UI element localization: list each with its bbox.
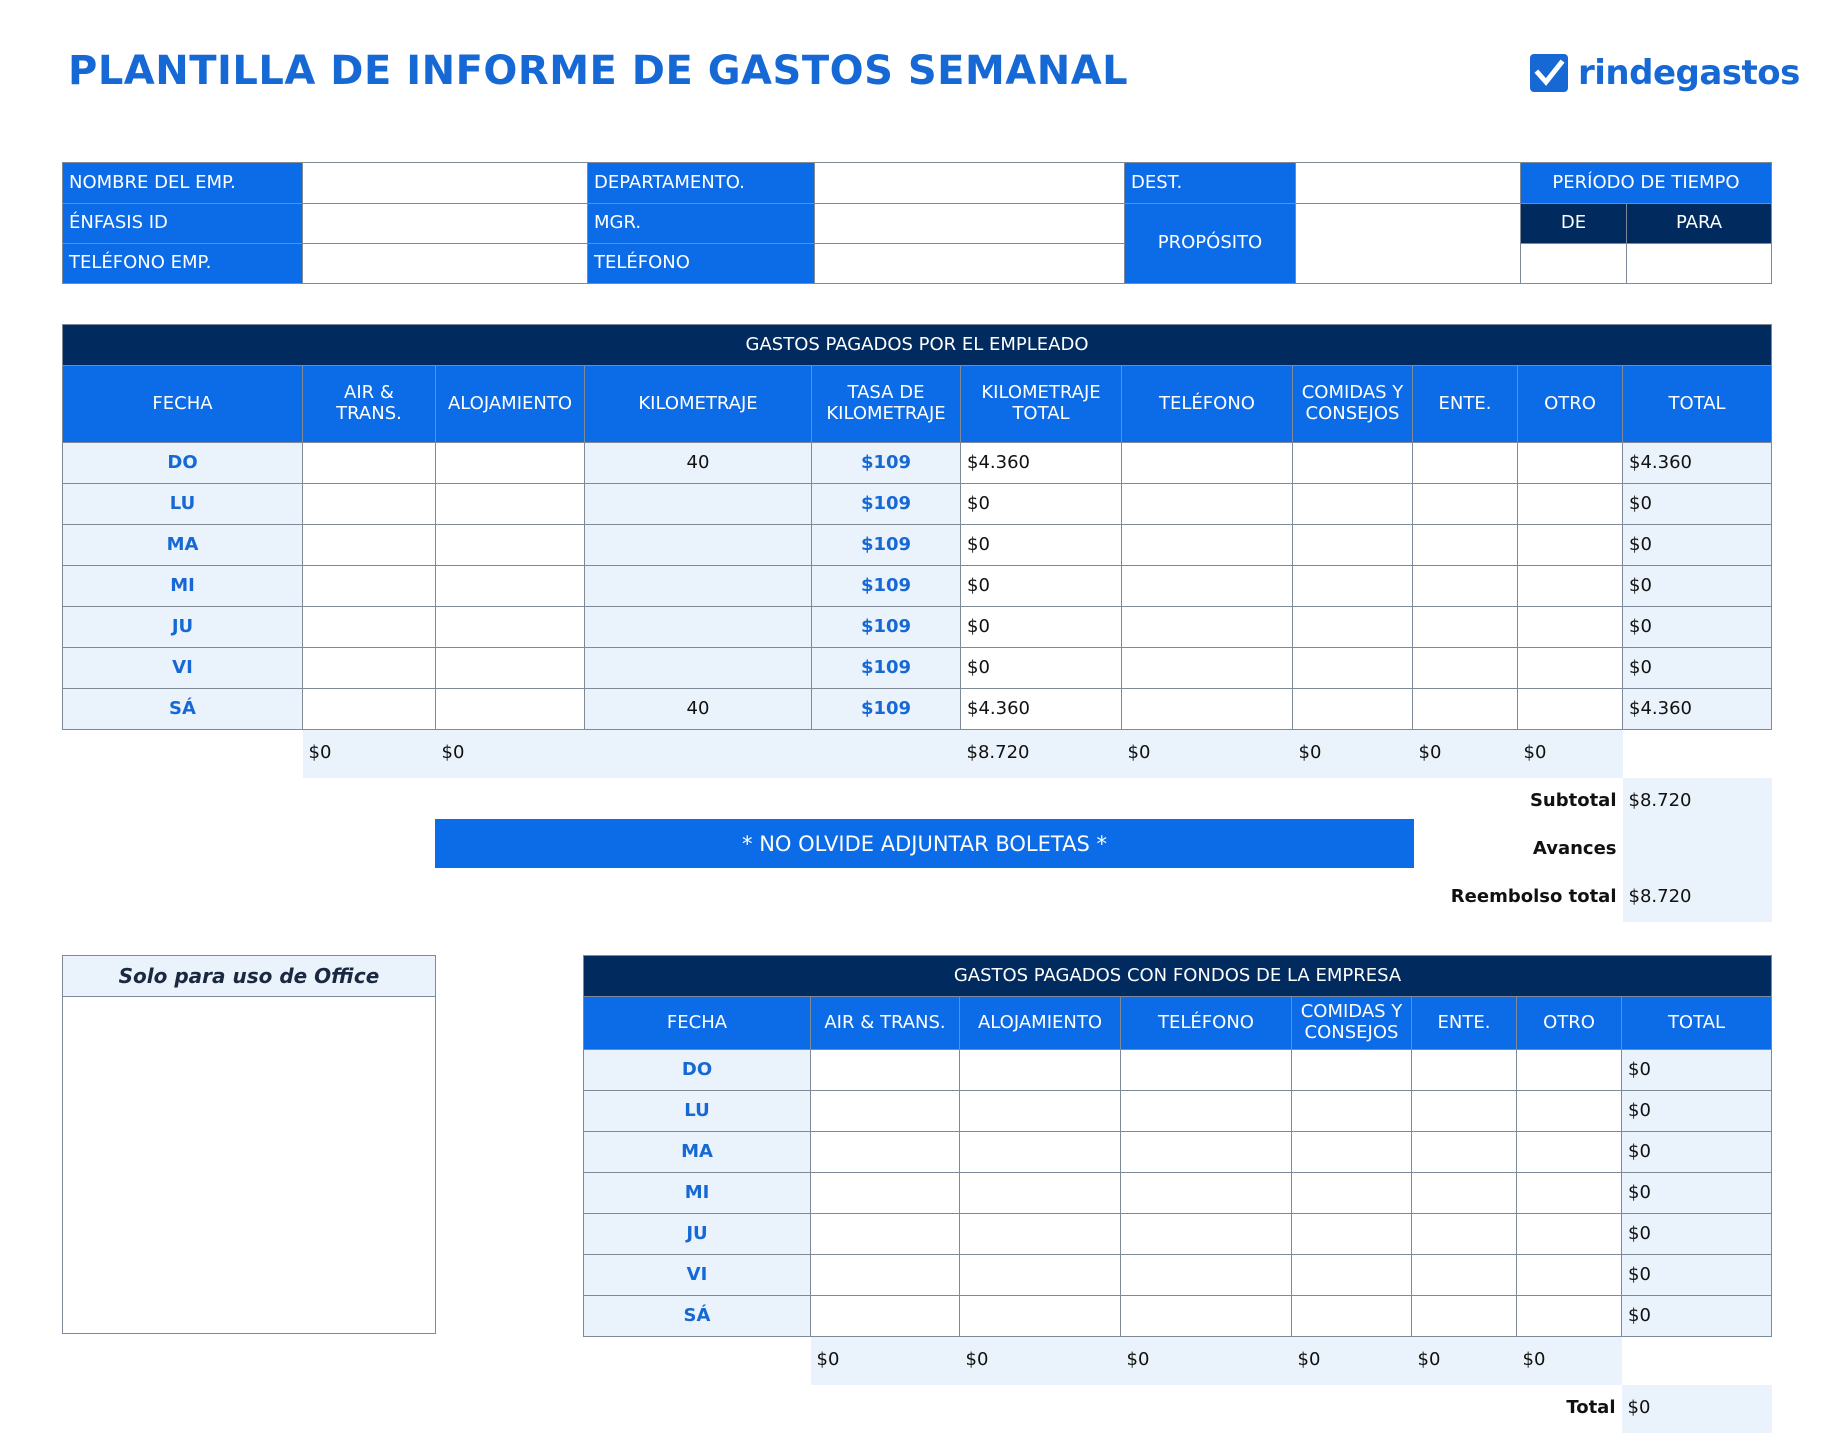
- row-total-cell: $0: [1622, 1214, 1772, 1255]
- other-cell[interactable]: [1517, 1255, 1622, 1296]
- employee-phone-label: TELÉFONO EMP.: [63, 244, 303, 284]
- other-cell[interactable]: [1518, 525, 1623, 566]
- air-cell[interactable]: [303, 443, 436, 484]
- mileage-cell[interactable]: [585, 607, 812, 648]
- checkmark-logo-icon: [1530, 54, 1568, 92]
- ente-cell[interactable]: [1413, 648, 1518, 689]
- lodging-cell[interactable]: [960, 1050, 1121, 1091]
- col-header-mileage-rate: TASA DE KILOMETRAJE: [812, 366, 961, 443]
- row-day: SÁ: [63, 689, 303, 730]
- meals-cell[interactable]: [1292, 1091, 1412, 1132]
- purpose-field[interactable]: [1296, 204, 1521, 284]
- mileage-total-cell: $0: [961, 566, 1122, 607]
- sum-lodging: $0: [436, 730, 585, 778]
- col-header-mileage: KILOMETRAJE: [585, 366, 812, 443]
- page-title: PLANTILLA DE INFORME DE GASTOS SEMANAL: [68, 48, 1129, 94]
- meals-cell[interactable]: [1292, 1050, 1412, 1091]
- lodging-cell[interactable]: [436, 525, 585, 566]
- reimbursement-value: $8.720: [1623, 874, 1772, 922]
- row-day: VI: [63, 648, 303, 689]
- subtotal-label: Subtotal: [1529, 790, 1617, 812]
- company-total-label: Total: [1566, 1397, 1616, 1419]
- lodging-cell[interactable]: [436, 443, 585, 484]
- other-cell[interactable]: [1518, 648, 1623, 689]
- col-header-phone: TELÉFONO: [1122, 366, 1293, 443]
- company-col-header-total: TOTAL: [1622, 997, 1772, 1050]
- row-day: DO: [63, 443, 303, 484]
- ente-cell[interactable]: [1412, 1214, 1517, 1255]
- lodging-cell[interactable]: [960, 1091, 1121, 1132]
- mileage-rate-cell: $109: [812, 484, 961, 525]
- other-cell[interactable]: [1517, 1173, 1622, 1214]
- company-paid-title: GASTOS PAGADOS CON FONDOS DE LA EMPRESA: [584, 956, 1772, 997]
- company-col-header-ente: ENTE.: [1412, 997, 1517, 1050]
- ente-cell[interactable]: [1413, 607, 1518, 648]
- mileage-rate-cell: $109: [812, 525, 961, 566]
- lodging-cell[interactable]: [960, 1173, 1121, 1214]
- phone-cell[interactable]: [1121, 1050, 1292, 1091]
- department-field[interactable]: [815, 163, 1125, 204]
- employee-name-label: NOMBRE DEL EMP.: [63, 163, 303, 204]
- sum-phone: $0: [1122, 730, 1293, 778]
- advances-label: Avances: [1532, 838, 1617, 860]
- mileage-total-cell: $4.360: [961, 689, 1122, 730]
- row-total-cell: $0: [1623, 484, 1772, 525]
- manager-label: MGR.: [588, 204, 815, 244]
- row-day: MA: [63, 525, 303, 566]
- ente-cell[interactable]: [1412, 1091, 1517, 1132]
- lodging-cell[interactable]: [436, 566, 585, 607]
- meals-cell[interactable]: [1292, 1255, 1412, 1296]
- ente-cell[interactable]: [1413, 689, 1518, 730]
- period-to-field[interactable]: [1627, 244, 1772, 284]
- mileage-total-cell: $4.360: [961, 443, 1122, 484]
- company-sum-phone: $0: [1121, 1337, 1292, 1385]
- meals-cell[interactable]: [1293, 566, 1413, 607]
- other-cell[interactable]: [1517, 1214, 1622, 1255]
- destination-label: DEST.: [1125, 163, 1296, 204]
- phone-cell[interactable]: [1121, 1091, 1292, 1132]
- ente-cell[interactable]: [1412, 1296, 1517, 1337]
- lodging-cell[interactable]: [436, 607, 585, 648]
- period-from-field[interactable]: [1521, 244, 1627, 284]
- air-cell[interactable]: [811, 1255, 960, 1296]
- row-total-cell: $0: [1622, 1173, 1772, 1214]
- mileage-total-cell: $0: [961, 648, 1122, 689]
- mileage-total-cell: $0: [961, 484, 1122, 525]
- company-col-header-meals: COMIDAS Y CONSEJOS: [1292, 997, 1412, 1050]
- mileage-cell[interactable]: 40: [585, 443, 812, 484]
- company-sum-ente: $0: [1412, 1337, 1517, 1385]
- advances-value[interactable]: [1623, 826, 1772, 874]
- meals-cell[interactable]: [1292, 1173, 1412, 1214]
- mileage-rate-cell: $109: [812, 443, 961, 484]
- sum-ente: $0: [1413, 730, 1518, 778]
- period-to-label: PARA: [1627, 204, 1772, 244]
- row-total-cell: $0: [1622, 1132, 1772, 1173]
- phone-cell[interactable]: [1121, 1296, 1292, 1337]
- emphasis-id-label: ÉNFASIS ID: [63, 204, 303, 244]
- table-row: [63, 607, 1772, 648]
- phone-field[interactable]: [815, 244, 1125, 284]
- meals-cell[interactable]: [1293, 443, 1413, 484]
- attach-receipts-notice: * NO OLVIDE ADJUNTAR BOLETAS *: [435, 819, 1414, 868]
- company-total-value: $0: [1622, 1385, 1772, 1433]
- phone-cell[interactable]: [1121, 1173, 1292, 1214]
- meals-cell[interactable]: [1293, 484, 1413, 525]
- air-cell[interactable]: [303, 648, 436, 689]
- employee-info-table: [62, 162, 1772, 284]
- reimbursement-label: Reembolso total: [1450, 886, 1617, 908]
- lodging-cell[interactable]: [436, 484, 585, 525]
- company-paid-table: [583, 955, 1772, 1433]
- phone-cell[interactable]: [1122, 566, 1293, 607]
- col-header-lodging: ALOJAMIENTO: [436, 366, 585, 443]
- lodging-cell[interactable]: [960, 1214, 1121, 1255]
- col-header-date: FECHA: [63, 366, 303, 443]
- mileage-rate-cell: $109: [812, 689, 961, 730]
- sum-air: $0: [303, 730, 436, 778]
- subtotal-value: $8.720: [1623, 778, 1772, 826]
- office-use-title: Solo para uso de Office: [63, 956, 435, 997]
- sum-meals: $0: [1293, 730, 1413, 778]
- table-row: [63, 484, 1772, 525]
- table-row: [584, 1214, 1772, 1255]
- company-sum-other: $0: [1517, 1337, 1622, 1385]
- table-row: [63, 443, 1772, 484]
- purpose-label: PROPÓSITO: [1125, 204, 1296, 284]
- row-day: JU: [584, 1214, 811, 1255]
- col-header-other: OTRO: [1518, 366, 1623, 443]
- other-cell[interactable]: [1517, 1296, 1622, 1337]
- col-header-air: AIR & TRANS.: [303, 366, 436, 443]
- row-day: MI: [63, 566, 303, 607]
- row-day: LU: [584, 1091, 811, 1132]
- ente-cell[interactable]: [1412, 1255, 1517, 1296]
- table-row: [63, 566, 1772, 607]
- row-total-cell: $0: [1622, 1296, 1772, 1337]
- company-col-header-lodging: ALOJAMIENTO: [960, 997, 1121, 1050]
- table-row: [63, 525, 1772, 566]
- table-row: [63, 689, 1772, 730]
- meals-cell[interactable]: [1292, 1296, 1412, 1337]
- employee-phone-field[interactable]: [303, 244, 588, 284]
- row-total-cell: $0: [1623, 607, 1772, 648]
- row-day: MA: [584, 1132, 811, 1173]
- brand-logo: [1530, 50, 1800, 96]
- row-total-cell: $0: [1623, 648, 1772, 689]
- row-total-cell: $4.360: [1623, 443, 1772, 484]
- air-cell[interactable]: [303, 689, 436, 730]
- air-cell[interactable]: [811, 1173, 960, 1214]
- phone-cell[interactable]: [1121, 1132, 1292, 1173]
- emphasis-id-field[interactable]: [303, 204, 588, 244]
- phone-cell[interactable]: [1122, 689, 1293, 730]
- company-sum-meals: $0: [1292, 1337, 1412, 1385]
- lodging-cell[interactable]: [960, 1132, 1121, 1173]
- destination-field[interactable]: [1296, 163, 1521, 204]
- table-row: [584, 1296, 1772, 1337]
- col-header-total: TOTAL: [1623, 366, 1772, 443]
- mileage-rate-cell: $109: [812, 648, 961, 689]
- phone-label: TELÉFONO: [588, 244, 815, 284]
- phone-cell[interactable]: [1121, 1214, 1292, 1255]
- lodging-cell[interactable]: [960, 1255, 1121, 1296]
- brand-name: rindegastos: [1578, 53, 1800, 93]
- air-cell[interactable]: [811, 1132, 960, 1173]
- phone-cell[interactable]: [1122, 484, 1293, 525]
- other-cell[interactable]: [1518, 607, 1623, 648]
- table-row: [584, 1050, 1772, 1091]
- other-cell[interactable]: [1517, 1091, 1622, 1132]
- row-total-cell: $0: [1622, 1255, 1772, 1296]
- meals-cell[interactable]: [1293, 525, 1413, 566]
- phone-cell[interactable]: [1121, 1255, 1292, 1296]
- company-sum-air: $0: [811, 1337, 960, 1385]
- table-row: [584, 1255, 1772, 1296]
- ente-cell[interactable]: [1413, 484, 1518, 525]
- other-cell[interactable]: [1517, 1050, 1622, 1091]
- other-cell[interactable]: [1518, 566, 1623, 607]
- ente-cell[interactable]: [1412, 1050, 1517, 1091]
- other-cell[interactable]: [1518, 443, 1623, 484]
- mileage-total-cell: $0: [961, 525, 1122, 566]
- mileage-cell[interactable]: [585, 648, 812, 689]
- mileage-cell[interactable]: [585, 566, 812, 607]
- table-row: [63, 648, 1772, 689]
- lodging-cell[interactable]: [960, 1296, 1121, 1337]
- company-col-header-date: FECHA: [584, 997, 811, 1050]
- table-row: [584, 1091, 1772, 1132]
- row-total-cell: $0: [1623, 566, 1772, 607]
- employee-name-field[interactable]: [303, 163, 588, 204]
- table-row: [584, 1173, 1772, 1214]
- meals-cell[interactable]: [1293, 648, 1413, 689]
- mileage-total-cell: $0: [961, 607, 1122, 648]
- office-use-box: [62, 955, 436, 1334]
- meals-cell[interactable]: [1293, 689, 1413, 730]
- company-col-header-phone: TELÉFONO: [1121, 997, 1292, 1050]
- air-cell[interactable]: [811, 1091, 960, 1132]
- other-cell[interactable]: [1517, 1132, 1622, 1173]
- ente-cell[interactable]: [1412, 1132, 1517, 1173]
- row-day: VI: [584, 1255, 811, 1296]
- sum-mileage-total: $8.720: [961, 730, 1122, 778]
- row-day: SÁ: [584, 1296, 811, 1337]
- company-col-header-air: AIR & TRANS.: [811, 997, 960, 1050]
- air-cell[interactable]: [303, 525, 436, 566]
- mileage-rate-cell: $109: [812, 566, 961, 607]
- company-col-header-other: OTRO: [1517, 997, 1622, 1050]
- employee-paid-title: GASTOS PAGADOS POR EL EMPLEADO: [63, 325, 1772, 366]
- air-cell[interactable]: [811, 1296, 960, 1337]
- lodging-cell[interactable]: [436, 689, 585, 730]
- sum-other: $0: [1518, 730, 1623, 778]
- row-day: LU: [63, 484, 303, 525]
- table-row: [584, 1132, 1772, 1173]
- ente-cell[interactable]: [1413, 443, 1518, 484]
- row-day: JU: [63, 607, 303, 648]
- row-total-cell: $0: [1622, 1091, 1772, 1132]
- mileage-cell[interactable]: [585, 525, 812, 566]
- other-cell[interactable]: [1518, 484, 1623, 525]
- department-label: DEPARTAMENTO.: [588, 163, 815, 204]
- period-label: PERÍODO DE TIEMPO: [1521, 163, 1772, 204]
- phone-cell[interactable]: [1122, 648, 1293, 689]
- ente-cell[interactable]: [1413, 525, 1518, 566]
- row-total-cell: $4.360: [1623, 689, 1772, 730]
- mileage-cell[interactable]: [585, 484, 812, 525]
- meals-cell[interactable]: [1292, 1214, 1412, 1255]
- row-day: DO: [584, 1050, 811, 1091]
- other-cell[interactable]: [1518, 689, 1623, 730]
- period-from-label: DE: [1521, 204, 1627, 244]
- col-header-mileage-total: KILOMETRAJE TOTAL: [961, 366, 1122, 443]
- meals-cell[interactable]: [1293, 607, 1413, 648]
- company-sum-lodging: $0: [960, 1337, 1121, 1385]
- air-cell[interactable]: [811, 1214, 960, 1255]
- air-cell[interactable]: [303, 566, 436, 607]
- phone-cell[interactable]: [1122, 443, 1293, 484]
- ente-cell[interactable]: [1412, 1173, 1517, 1214]
- row-day: MI: [584, 1173, 811, 1214]
- manager-field[interactable]: [815, 204, 1125, 244]
- lodging-cell[interactable]: [436, 648, 585, 689]
- air-cell[interactable]: [811, 1050, 960, 1091]
- mileage-cell[interactable]: 40: [585, 689, 812, 730]
- phone-cell[interactable]: [1122, 525, 1293, 566]
- row-total-cell: $0: [1622, 1050, 1772, 1091]
- col-header-ente: ENTE.: [1413, 366, 1518, 443]
- ente-cell[interactable]: [1413, 566, 1518, 607]
- air-cell[interactable]: [303, 607, 436, 648]
- mileage-rate-cell: $109: [812, 607, 961, 648]
- meals-cell[interactable]: [1292, 1132, 1412, 1173]
- row-total-cell: $0: [1623, 525, 1772, 566]
- phone-cell[interactable]: [1122, 607, 1293, 648]
- air-cell[interactable]: [303, 484, 436, 525]
- col-header-meals: COMIDAS Y CONSEJOS: [1293, 366, 1413, 443]
